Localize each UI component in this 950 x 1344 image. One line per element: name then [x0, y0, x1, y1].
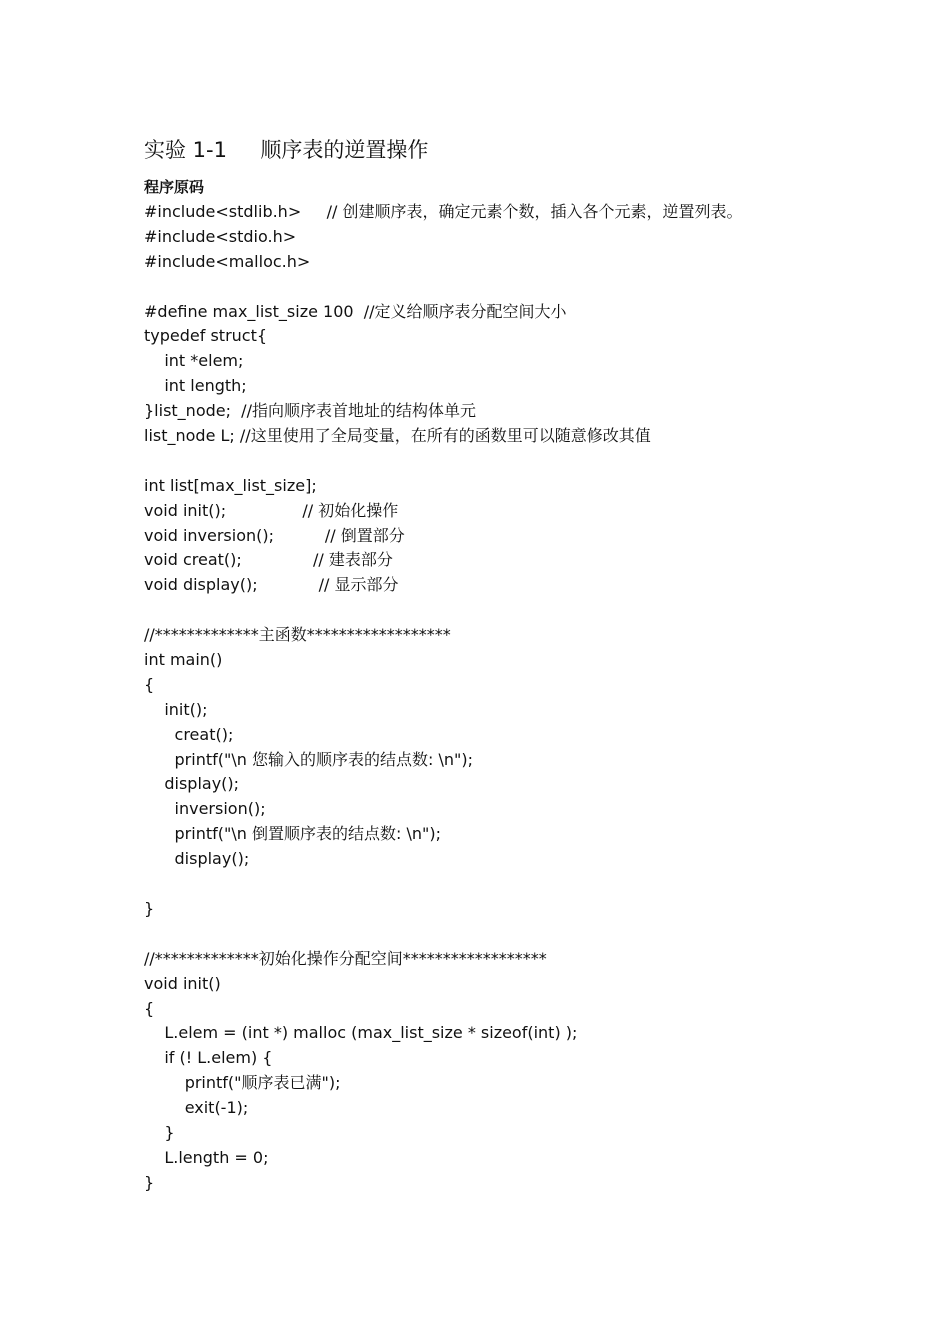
code-line: }	[144, 1122, 175, 1142]
code-line	[144, 449, 904, 474]
code-line: int main()	[144, 650, 223, 670]
code-line	[144, 922, 904, 947]
code-line: display();	[144, 774, 240, 794]
code-line: printf("顺序表已满");	[144, 1073, 341, 1093]
code-line: inversion();	[144, 799, 266, 819]
section-heading: 程序原码	[144, 178, 205, 196]
code-line: void init(); // 初始化操作	[144, 500, 399, 520]
code-line: #include<malloc.h>	[144, 251, 311, 271]
code-line	[144, 872, 904, 897]
code-line: printf("\n 倒置顺序表的结点数: \n");	[144, 824, 441, 844]
code-line	[144, 275, 904, 300]
code-line: list_node L; //这里使用了全局变量，在所有的函数里可以随意修改其值	[144, 426, 651, 446]
code-line: void display(); // 显示部分	[144, 575, 399, 595]
code-line: int length;	[144, 376, 247, 396]
code-line: display();	[144, 849, 250, 869]
code-line: int list[max_list_size];	[144, 475, 317, 495]
code-line: init();	[144, 699, 208, 719]
code-line: int *elem;	[144, 351, 244, 371]
document-page	[144, 134, 904, 1196]
code-line: typedef struct{	[144, 326, 268, 346]
code-line: L.length = 0;	[144, 1147, 269, 1167]
code-line: {	[144, 998, 155, 1018]
code-line: exit(-1);	[144, 1098, 249, 1118]
code-line: if (! L.elem) {	[144, 1048, 273, 1068]
code-line: L.elem = (int *) malloc (max_list_size * sizeof(int) );	[144, 1023, 578, 1043]
code-line: #define max_list_size 100 //定义给顺序表分配空间大小	[144, 301, 567, 321]
code-line: //*************主函数******************	[144, 625, 451, 645]
code-line: void inversion(); // 倒置部分	[144, 525, 405, 545]
code-line: //*************初始化操作分配空间******************	[144, 948, 547, 968]
code-line: #include<stdlib.h> // 创建顺序表，确定元素个数，插入各个元素，逆置列表。	[144, 202, 743, 221]
document-title: 实验 1-1 顺序表的逆置操作	[144, 138, 429, 162]
code-line: }	[144, 898, 155, 918]
code-block	[144, 200, 904, 1196]
code-line: printf("\n 您输入的顺序表的结点数: \n");	[144, 749, 473, 769]
code-line	[144, 598, 904, 623]
code-line: {	[144, 674, 155, 694]
code-line: creat();	[144, 724, 234, 744]
code-line: void init()	[144, 973, 221, 993]
code-line: void creat(); // 建表部分	[144, 550, 393, 570]
code-line: }list_node; //指向顺序表首地址的结构体单元	[144, 401, 476, 421]
code-line: #include<stdio.h>	[144, 226, 297, 246]
code-line: }	[144, 1172, 155, 1192]
